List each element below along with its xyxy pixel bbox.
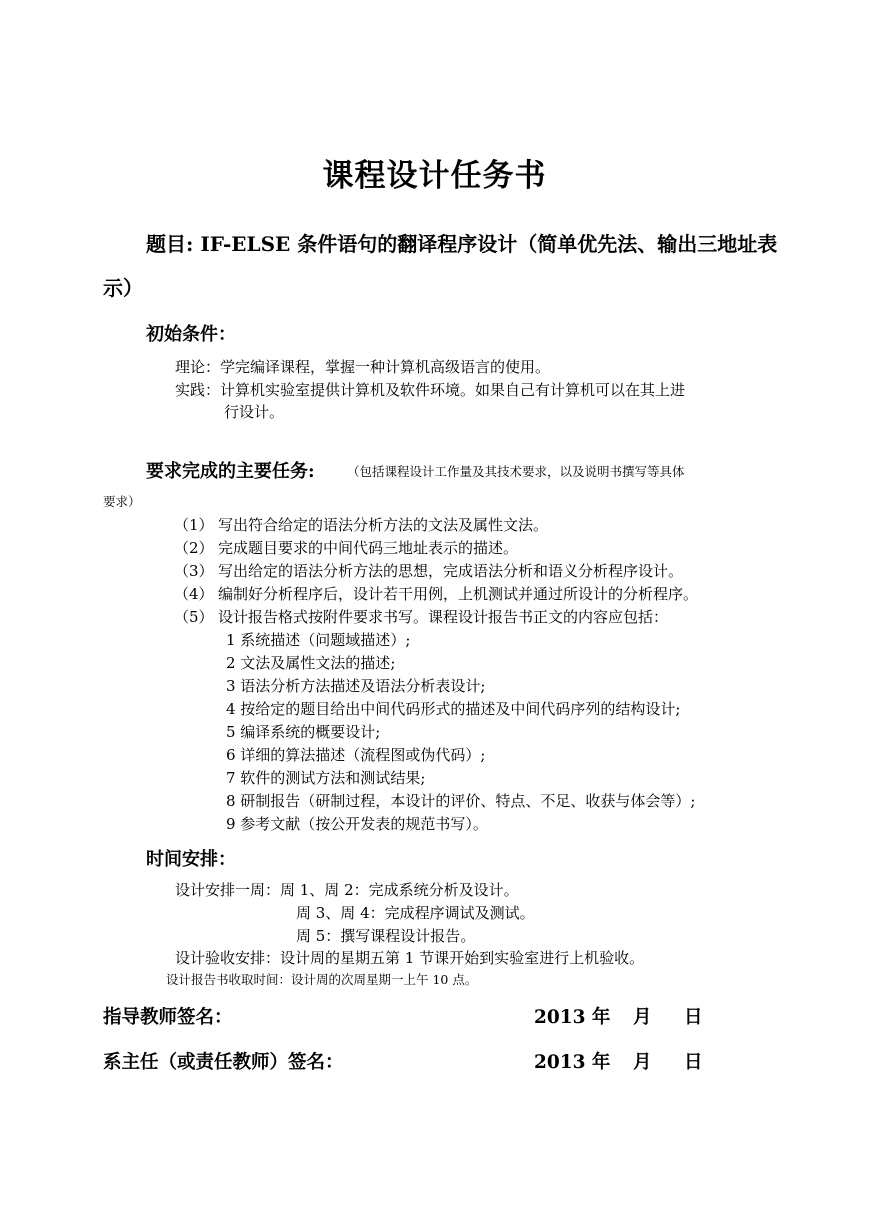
teacher-date-month: 月 (633, 1007, 652, 1028)
topic-line-2: 示） (103, 276, 143, 300)
task-item-1-num: （1） (174, 516, 214, 534)
teacher-signature-label: 指导教师签名： (103, 1007, 233, 1028)
task-item-2-text: 完成题目要求的中间代码三地址表示的描述。 (218, 539, 519, 557)
task-item-1-text: 写出符合给定的语法分析方法的文法及属性文法。 (218, 516, 549, 534)
schedule-report-time: 设计报告书收取时间：设计周的次周星期一上午 10 点。 (166, 972, 478, 987)
schedule-week-line-1: 设计安排一周：周 1、周 2：完成系统分析及设计。 (175, 881, 519, 899)
content-subitem-6: 6 详细的算法描述（流程图或伪代码）; (226, 746, 486, 764)
task-item-5-num: （5） (174, 608, 214, 626)
head-date-year: 2013 年 (534, 1052, 611, 1073)
schedule-week-line-2: 周 3、周 4：完成程序调试及测试。 (296, 904, 535, 922)
main-tasks-heading: 要求完成的主要任务: (146, 461, 315, 482)
content-subitem-7: 7 软件的测试方法和测试结果; (226, 769, 426, 787)
content-subitem-3: 3 语法分析方法描述及语法分析表设计; (226, 677, 486, 695)
content-subitem-8: 8 研制报告（研制过程，本设计的评价、特点、不足、收获与体会等）; (226, 792, 696, 810)
practice-text-line-2: 行设计。 (224, 403, 285, 421)
main-tasks-note-line-1: （包括课程设计工作量及其技术要求，以及说明书撰写等具体 (347, 464, 685, 479)
page-title: 课程设计任务书 (322, 158, 547, 194)
topic-line-1: 题目: IF-ELSE 条件语句的翻译程序设计（简单优先法、输出三地址表 (146, 232, 778, 256)
content-subitem-9: 9 参考文献（按公开发表的规范书写）。 (226, 815, 488, 833)
content-subitem-5: 5 编译系统的概要设计; (226, 723, 381, 741)
content-subitem-4: 4 按给定的题目给出中间代码形式的描述及中间代码序列的结构设计; (226, 700, 681, 718)
head-signature-label: 系主任（或责任教师）签名： (103, 1052, 344, 1073)
task-item-4-text: 编制好分析程序后，设计若干用例，上机测试并通过所设计的分析程序。 (218, 585, 699, 603)
head-date-day: 日 (684, 1052, 703, 1073)
practice-text-line-1: 实践：计算机实验室提供计算机及软件环境。如果自己有计算机可以在其上进 (175, 381, 686, 399)
schedule-week-line-3: 周 5：撰写课程设计报告。 (296, 927, 476, 945)
teacher-date-day: 日 (684, 1007, 703, 1028)
initial-conditions-heading: 初始条件： (146, 324, 236, 345)
main-tasks-note-line-2: 要求） (103, 494, 141, 509)
schedule-acceptance: 设计验收安排：设计周的星期五第 1 节课开始到实验室进行上机验收。 (175, 949, 645, 967)
head-date-month: 月 (633, 1052, 652, 1073)
content-subitem-2: 2 文法及属性文法的描述; (226, 654, 396, 672)
theory-text: 理论：学完编译课程，掌握一种计算机高级语言的使用。 (175, 358, 551, 376)
teacher-date-year: 2013 年 (534, 1007, 611, 1028)
task-item-3-num: （3） (174, 562, 214, 580)
task-item-3-text: 写出给定的语法分析方法的思想，完成语法分析和语义分析程序设计。 (218, 562, 684, 580)
task-item-2-num: （2） (174, 539, 214, 557)
schedule-heading: 时间安排： (146, 849, 236, 870)
task-item-5-text: 设计报告格式按附件要求书写。课程设计报告书正文的内容应包括： (218, 608, 669, 626)
content-subitem-1: 1 系统描述（问题域描述）; (226, 631, 411, 649)
task-item-4-num: （4） (174, 585, 214, 603)
